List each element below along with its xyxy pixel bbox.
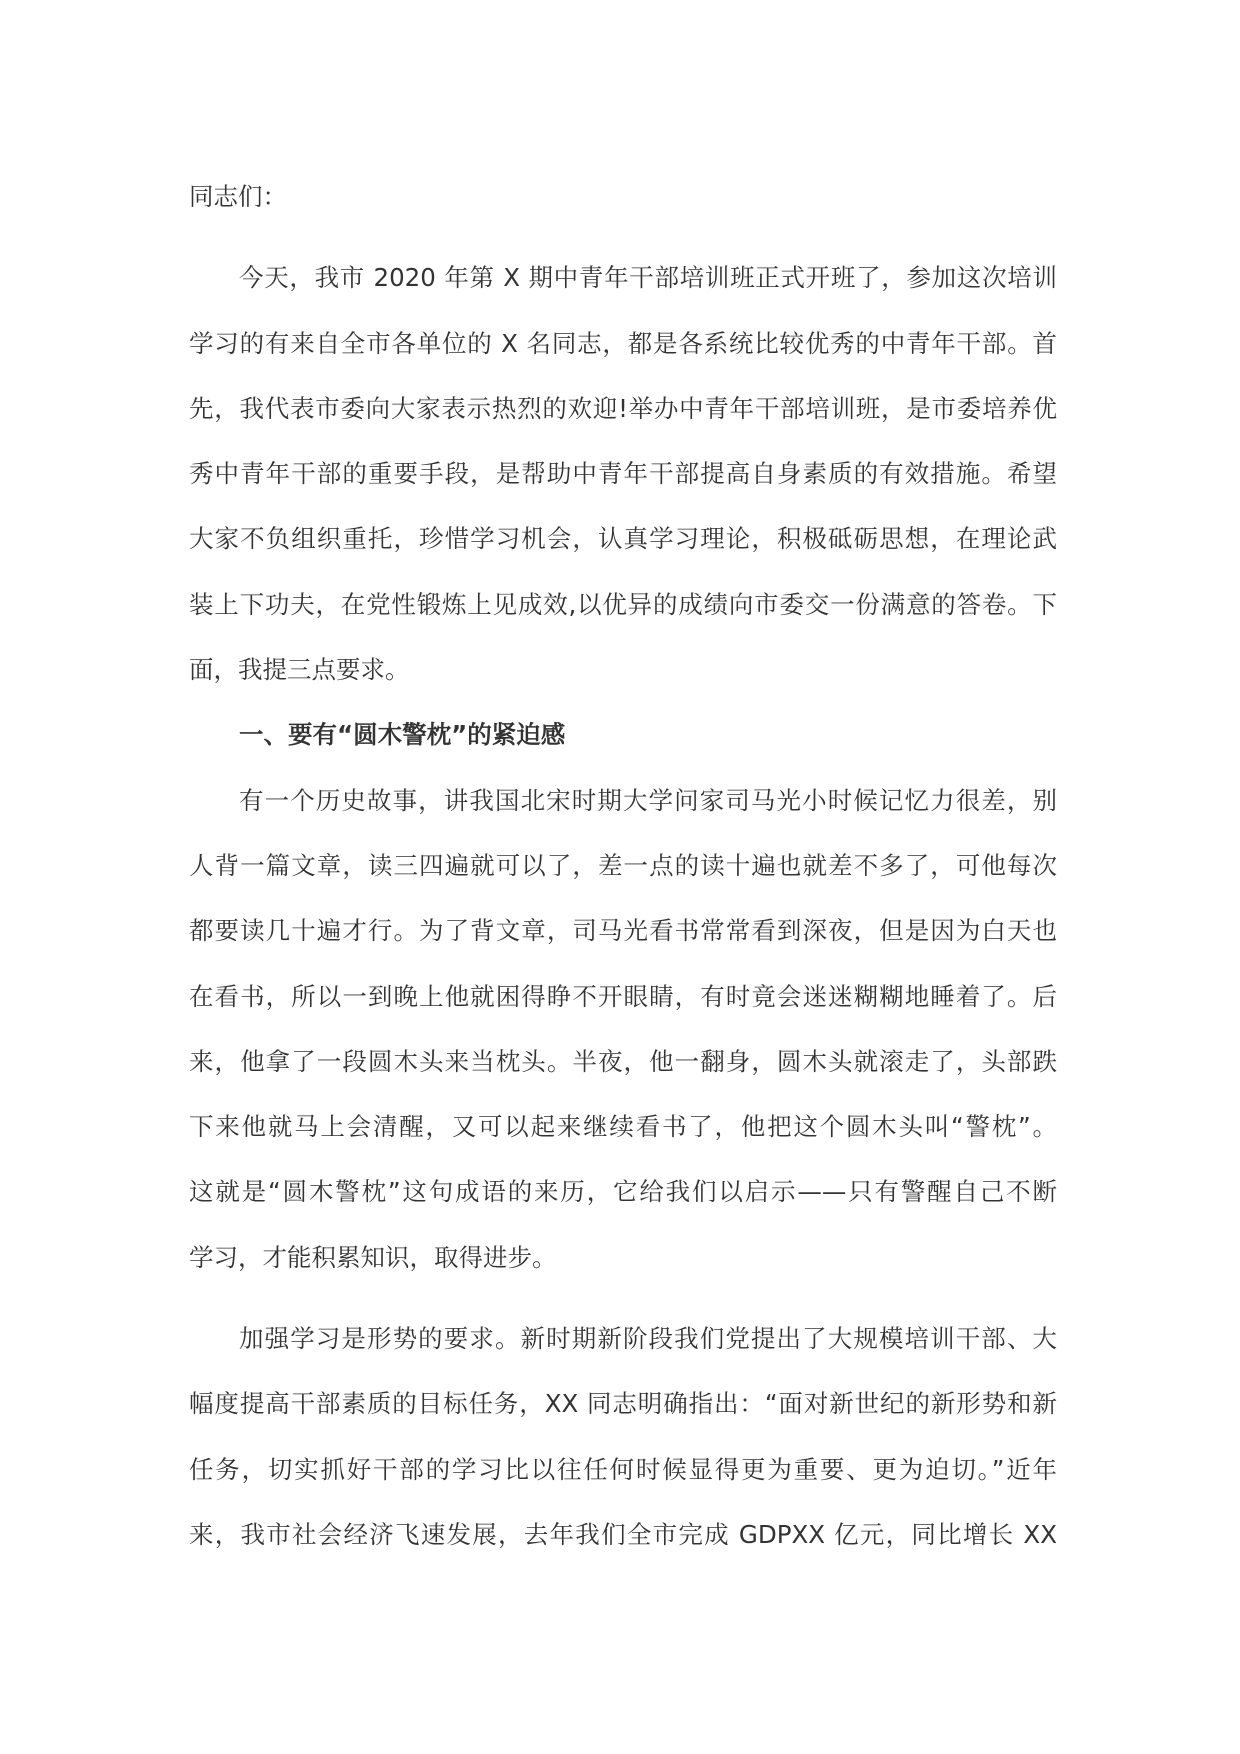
paragraph-line: 在看书，所以一到晚上他就困得睁不开眼睛，有时竟会迷迷糊糊地睡着了。后 [189,981,1057,1011]
section-heading: 一、要有“圆木警枕”的紧迫感 [239,720,566,750]
paragraph-line: 来，他拿了一段圆木头来当枕头。半夜，他一翻身，圆木头就滚走了，头部跌 [189,1046,1057,1076]
paragraph-line: 学习，才能积累知识，取得进步。 [189,1242,557,1272]
paragraph-line: 今天，我市 2020 年第 X 期中青年干部培训班正式开班了，参加这次培训 [239,263,1057,293]
salutation: 同志们： [189,182,287,211]
section-heading-block [189,702,1057,767]
intro-paragraph [189,245,1057,702]
paragraph-line: 秀中青年干部的重要手段，是帮助中青年干部提高自身素质的有效措施。希望 [189,459,1057,489]
paragraph-line: 有一个历史故事，讲我国北宋时期大学问家司马光小时候记忆力很差，别 [239,785,1057,815]
paragraph-line: 这就是“圆木警枕”这句成语的来历，它给我们以启示——只有警醒自己不断 [189,1177,1057,1207]
followup-paragraph [189,1306,1057,1567]
paragraph-line: 来，我市社会经济飞速发展，去年我们全市完成 GDPXX 亿元，同比增长 XX [189,1519,1057,1549]
salutation-paragraph [189,164,1057,229]
paragraph-line: 面，我提三点要求。 [189,655,410,685]
paragraph-line: 任务，切实抓好干部的学习比以往任何时候显得更为重要、更为迫切。”近年 [189,1454,1057,1484]
paragraph-line: 加强学习是形势的要求。新时期新阶段我们党提出了大规模培训干部、大 [239,1324,1057,1354]
paragraph-line: 都要读几十遍才行。为了背文章，司马光看书常常看到深夜，但是因为白天也 [189,916,1057,946]
paragraph-line: 幅度提高干部素质的目标任务，XX 同志明确指出：“面对新世纪的新形势和新 [189,1389,1057,1419]
paragraph-line: 先，我代表市委向大家表示热烈的欢迎!举办中青年干部培训班，是市委培养优 [189,393,1057,423]
document-body [189,164,1057,1567]
paragraph-line: 人背一篇文章，读三四遍就可以了，差一点的读十遍也就差不多了，可他每次 [189,850,1057,880]
paragraph-line: 大家不负组织重托，珍惜学习机会，认真学习理论，积极砥砺思想，在理论武 [189,524,1057,554]
story-paragraph [189,768,1057,1290]
paragraph-line: 学习的有来自全市各单位的 X 名同志，都是各系统比较优秀的中青年干部。首 [189,328,1057,358]
paragraph-line: 装上下功夫，在党性锻炼上见成效,以优异的成绩向市委交一份满意的答卷。下 [189,589,1057,619]
paragraph-line: 下来他就马上会清醒，又可以起来继续看书了，他把这个圆木头叫“警枕”。 [189,1112,1057,1142]
